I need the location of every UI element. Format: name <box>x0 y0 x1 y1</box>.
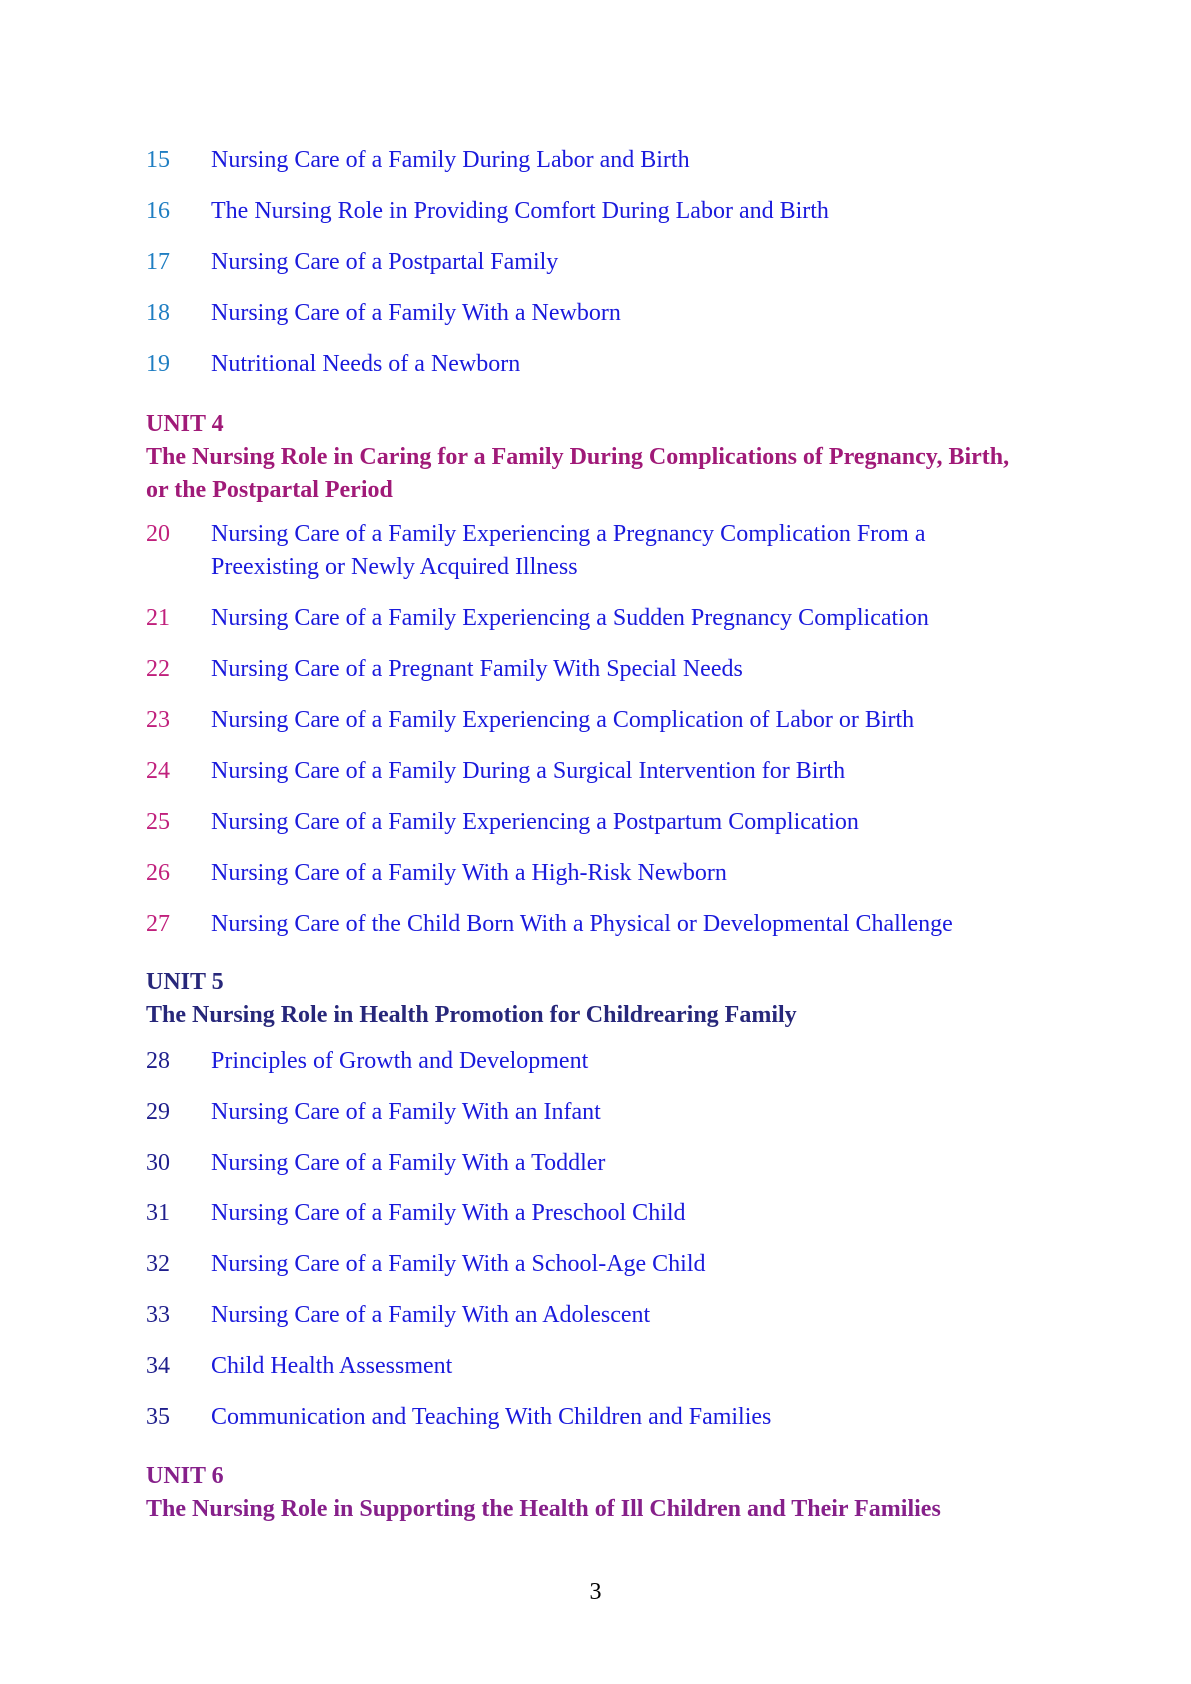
unit5-heading <box>146 966 1046 1032</box>
toc-entry-18[interactable] <box>146 297 1046 330</box>
chapter-number: 27 <box>146 911 170 937</box>
chapter-number: 32 <box>146 1251 170 1277</box>
toc-entry-31[interactable] <box>146 1197 1046 1230</box>
chapter-number: 19 <box>146 351 170 377</box>
unit-title: The Nursing Role in Health Promotion for Childrearing Family <box>146 1002 797 1028</box>
chapter-title: Nursing Care of a Family During a Surgical Intervention for Birth <box>211 758 846 784</box>
chapter-title: Principles of Growth and Development <box>211 1048 589 1074</box>
chapter-number: 34 <box>146 1353 170 1379</box>
chapter-title: The Nursing Role in Providing Comfort During Labor and Birth <box>211 198 829 224</box>
chapter-title: Nursing Care of a Family With an Adolescent <box>211 1302 651 1328</box>
toc-entry-21[interactable] <box>146 602 1046 635</box>
chapter-title: Nursing Care of a Family With a School-Age Child <box>211 1251 706 1277</box>
toc-entry-33[interactable] <box>146 1299 1046 1332</box>
toc-entry-27[interactable] <box>146 908 1046 941</box>
chapter-number: 18 <box>146 300 170 326</box>
toc-entry-34[interactable] <box>146 1350 1046 1383</box>
toc-entry-28[interactable] <box>146 1045 1046 1078</box>
unit6-heading <box>146 1460 1046 1526</box>
chapter-title: Nursing Care of a Pregnant Family With Special Needs <box>211 656 743 682</box>
unit-title: The Nursing Role in Supporting the Health of Ill Children and Their Families <box>146 1496 941 1522</box>
toc-entry-29[interactable] <box>146 1096 1046 1129</box>
chapter-number: 25 <box>146 809 170 835</box>
page-number: 3 <box>589 1579 602 1605</box>
toc-entry-26[interactable] <box>146 857 1046 890</box>
chapter-title: Nursing Care of a Family Experiencing a Pregnancy Complication From a Preexisting or Newly Acquired Illness <box>211 521 926 580</box>
toc-entry-15[interactable] <box>146 144 1046 177</box>
chapter-title: Nursing Care of a Family With a Newborn <box>211 300 621 326</box>
toc-entry-25[interactable] <box>146 806 1046 839</box>
chapter-title: Child Health Assessment <box>211 1353 453 1379</box>
chapter-title: Nursing Care of a Family With a Preschool Child <box>211 1200 686 1226</box>
chapter-number: 16 <box>146 198 170 224</box>
unit4-heading <box>146 408 1046 507</box>
chapter-number: 22 <box>146 656 170 682</box>
chapter-number: 28 <box>146 1048 170 1074</box>
unit-label: UNIT 5 <box>146 969 224 995</box>
chapter-title: Nursing Care of a Family Experiencing a Complication of Labor or Birth <box>211 707 915 733</box>
unit-label: UNIT 6 <box>146 1463 224 1489</box>
chapter-number: 15 <box>146 147 170 173</box>
toc-entry-32[interactable] <box>146 1248 1046 1281</box>
chapter-number: 31 <box>146 1200 170 1226</box>
chapter-title: Nursing Care of a Postpartal Family <box>211 249 559 275</box>
toc-entry-20[interactable] <box>146 518 1046 584</box>
chapter-number: 23 <box>146 707 170 733</box>
toc-entry-23[interactable] <box>146 704 1046 737</box>
chapter-title: Nursing Care of a Family With a High-Risk Newborn <box>211 860 727 886</box>
chapter-title: Nursing Care of a Family During Labor and Birth <box>211 147 690 173</box>
chapter-number: 29 <box>146 1099 170 1125</box>
chapter-number: 24 <box>146 758 170 784</box>
chapter-number: 33 <box>146 1302 170 1328</box>
chapter-title: Nursing Care of the Child Born With a Physical or Developmental Challenge <box>211 911 953 937</box>
toc-entry-30[interactable] <box>146 1147 1046 1180</box>
chapter-title: Nursing Care of a Family Experiencing a Sudden Pregnancy Complication <box>211 605 929 631</box>
chapter-title: Nursing Care of a Family With a Toddler <box>211 1150 606 1176</box>
toc-entry-17[interactable] <box>146 246 1046 279</box>
unit-label: UNIT 4 <box>146 411 224 437</box>
toc-entry-19[interactable] <box>146 348 1046 381</box>
chapter-number: 20 <box>146 521 170 547</box>
toc-entry-35[interactable] <box>146 1401 1046 1434</box>
chapter-title: Nursing Care of a Family Experiencing a Postpartum Complication <box>211 809 859 835</box>
chapter-title: Nutritional Needs of a Newborn <box>211 351 521 377</box>
chapter-title: Communication and Teaching With Children and Families <box>211 1404 772 1430</box>
unit-title: The Nursing Role in Caring for a Family During Complications of Pregnancy, Birth, or the Postpartal Period <box>146 444 1010 503</box>
chapter-number: 30 <box>146 1150 170 1176</box>
chapter-title: Nursing Care of a Family With an Infant <box>211 1099 601 1125</box>
toc-entry-22[interactable] <box>146 653 1046 686</box>
chapter-number: 17 <box>146 249 170 275</box>
chapter-number: 26 <box>146 860 170 886</box>
toc-entry-24[interactable] <box>146 755 1046 788</box>
chapter-number: 35 <box>146 1404 170 1430</box>
chapter-number: 21 <box>146 605 170 631</box>
toc-entry-16[interactable] <box>146 195 1046 228</box>
